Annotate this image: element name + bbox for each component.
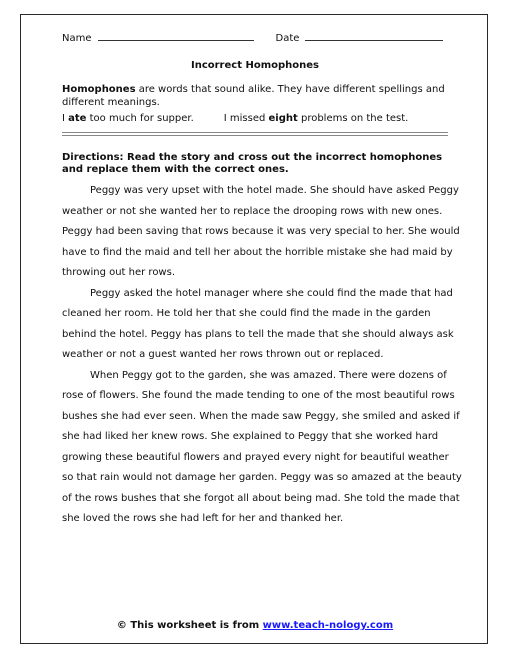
homophone-examples <box>62 113 462 124</box>
worksheet-header <box>62 31 452 44</box>
footer-credit <box>0 620 510 631</box>
footer-link[interactable]: www.teach-nology.com <box>262 620 394 631</box>
example-1-suffix: too much for supper. <box>86 113 194 124</box>
example-2-word: eight <box>268 113 298 124</box>
definition-term: Homophones <box>62 84 136 95</box>
name-blank-line <box>98 31 254 41</box>
worksheet-title: Incorrect Homophones <box>190 60 319 71</box>
example-1-word: ate <box>68 113 87 124</box>
homophones-definition <box>62 83 462 109</box>
story-paragraph-3: When Peggy got to the garden, she was amazed. There were dozens of rose of flowers. She found the made tending to one of the most beautiful rows bushes she had ever seen. When the made saw Peggy, she smiled and asked if she had liked her knew rows. She explained to Peggy that she worked hard growing these beautiful flowers and prayed every night for beautiful weather so that rain would not damage her garden. Peggy was so amazed at the beauty of the rows bushes that she forgot all about being mad. She told the made that she loved the rows she had left for her and thanked her. <box>62 369 462 524</box>
story-paragraph-1: Peggy was very upset with the hotel made. She should have asked Peggy weather or not she wanted her to replace the drooping rows with new ones. Peggy had been saving that rows because it was very special to her. She would have to find the maid and tell her about the horrible mistake she had maid by throwing out her rows. <box>62 185 460 278</box>
example-2-suffix: problems on the test. <box>297 113 409 124</box>
divider-line-bottom <box>62 135 448 136</box>
example-2-prefix: I missed <box>223 113 269 124</box>
story-text <box>62 181 462 530</box>
date-blank-line <box>305 31 443 41</box>
example-1 <box>62 113 194 124</box>
name-label: Name <box>62 33 92 44</box>
directions-text: Directions: Read the story and cross out the incorrect homophones and replace them with the correct ones. <box>62 152 443 175</box>
definition-text: are words that sound alike. They have different spellings and different meanings. <box>62 84 445 108</box>
story-paragraph-2: Peggy asked the hotel manager where she could find the made that had cleaned her room. He told her that she could find the made in the garden behind the hotel. Peggy has plans to tell the made that she should always ask weather or not a guest wanted her rows thrown out or replaced. <box>62 287 454 360</box>
footer-text: © This worksheet is from <box>116 620 263 631</box>
date-label: Date <box>275 33 300 44</box>
example-1-prefix: I <box>62 113 69 124</box>
example-2 <box>224 113 409 124</box>
divider-line-top <box>62 132 448 133</box>
